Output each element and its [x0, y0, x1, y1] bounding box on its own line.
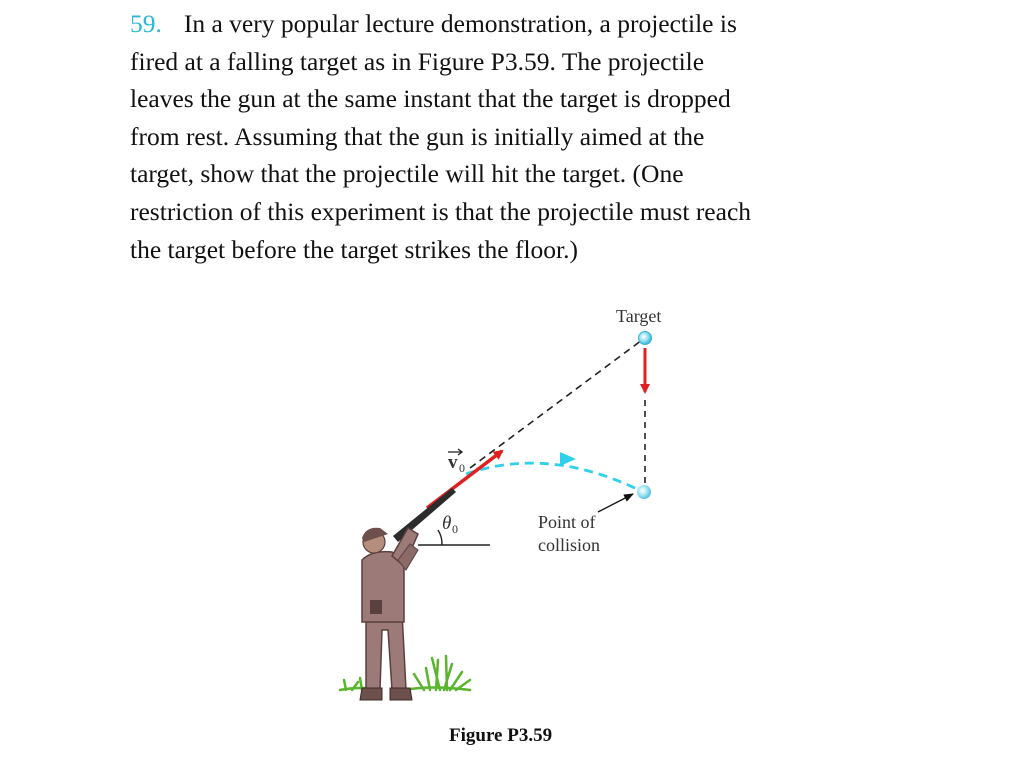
figure-caption: Figure P3.59	[449, 725, 553, 746]
problem-line-2: fired at a falling target as in Figure P3.59. The projectile	[130, 46, 705, 76]
collision-pointer-arrow	[598, 494, 633, 512]
velocity-subscript: 0	[459, 461, 465, 475]
line-of-sight	[470, 340, 642, 468]
jacket-pocket	[370, 600, 382, 614]
velocity-label	[448, 449, 465, 475]
target-label: Target	[616, 306, 662, 326]
collision-label-line1: Point of	[538, 512, 596, 532]
velocity-symbol: v	[448, 452, 458, 473]
projectile-trajectory	[466, 463, 639, 490]
problem-line-3: leaves the gun at the same instant that the target is dropped	[130, 84, 731, 114]
problem-line-4: from rest. Assuming that the gun is initially aimed at the	[130, 121, 705, 151]
problem-line-6: restriction of this experiment is that the projectile must reach	[130, 196, 752, 226]
collision-ball	[637, 485, 651, 499]
collision-label-line2: collision	[538, 535, 600, 555]
problem-line-7: the target before the target strikes the floor.)	[130, 234, 578, 264]
angle-subscript: 0	[452, 522, 458, 536]
problem-line-5: target, show that the projectile will hit the target. (One	[130, 159, 684, 189]
trajectory-arrowhead	[560, 452, 576, 466]
target-ball-top	[639, 332, 652, 345]
shooter-jacket	[362, 552, 404, 622]
angle-label	[442, 513, 458, 536]
shooter-legs	[366, 612, 406, 690]
angle-symbol: θ	[442, 513, 452, 534]
problem-text-1: In a very popular lecture demonstration, a projectile is	[183, 9, 737, 38]
problem-number: 59.	[130, 9, 162, 38]
shooter-boots	[360, 688, 412, 700]
